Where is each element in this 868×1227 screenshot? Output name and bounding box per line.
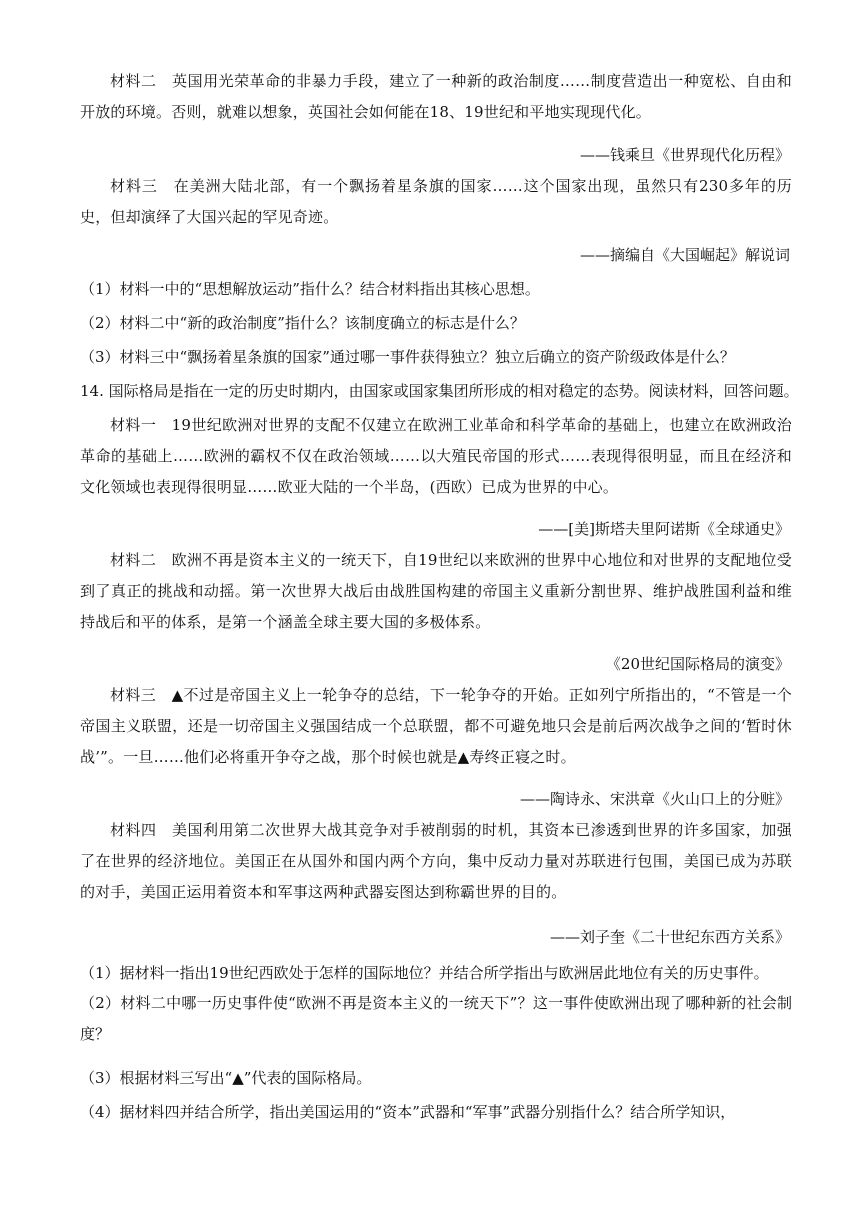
q14-question-3: （3）根据材料三写出“▲”代表的国际格局。 xyxy=(80,1069,372,1087)
q14-material4: 材料四 美国利用第二次世界大战其竞争对手被削弱的时机，其资本已渗透到世界的许多国家，加强了在世界的经济地位。美国正在从国外和国内两个方向，集中反动力量对苏联进行包围，美国已成为苏联的对手，美国正运用着资本和军事这两种武器妄图达到称霸世界的目的。 xyxy=(80,821,792,901)
q13-material3-source: ——摘编自《大国崛起》解说词 xyxy=(579,246,790,264)
q14-material2: 材料二 欧洲不再是资本主义的一统天下，自19世纪以来欧洲的世界中心地位和对世界的支配地位受到了真正的挑战和动摇。第一次世界大战后由战胜国构建的帝国主义重新分割世界、维护战胜国利益和维持战后和平的体系，是第一个涵盖全球主要大国的多极体系。 xyxy=(80,551,792,631)
q14-stem: 14. 国际格局是指在一定的历史时期内，由国家或国家集团所形成的相对稳定的态势。阅读材料，回答问题。 xyxy=(80,382,799,400)
q14-material1: 材料一 19世纪欧洲对世界的支配不仅建立在欧洲工业革命和科学革命的基础上，也建立在欧洲政治革命的基础上……欧洲的霸权不仅在政治领域……以大殖民帝国的形式……表现得很明显，而且在经济和文化领域也表现得很明显……欧亚大陆的一个半岛，(西欧）已成为世界的中心。 xyxy=(80,416,792,496)
q13-material2: 材料二 英国用光荣革命的非暴力手段，建立了一种新的政治制度……制度营造出一种宽松、自由和开放的环境。否则，就难以想象，英国社会如何能在18、19世纪和平地实现现代化。 xyxy=(80,72,792,121)
q14-question-4: （4）据材料四并结合所学，指出美国运用的“资本”武器和“军事”武器分别指什么？结合所学知识， xyxy=(80,1103,736,1121)
q14-material3: 材料三 ▲不过是帝国主义上一轮争夺的总结，下一轮争夺的开始。正如列宁所指出的，“不管是一个帝国主义联盟，还是一切帝国主义强国结成一个总联盟，都不可避免地只会是前后两次战争之间的‘暂时休战’”。一旦……他们必将重开争夺之战，那个时候也就是▲寿终正寝之时。 xyxy=(80,686,792,766)
q14-material2-source: 《20世纪国际格局的演变》 xyxy=(605,655,790,673)
q13-question-1: （1）材料一中的“思想解放运动”指什么？结合材料指出其核心思想。 xyxy=(80,280,540,298)
q14-question-2: （2）材料二中哪一历史事件使“欧洲不再是资本主义的一统天下”？这一事件使欧洲出现了哪种新的社会制度？ xyxy=(80,994,792,1043)
q13-material2-source: ——钱乘旦《世界现代化历程》 xyxy=(579,146,790,164)
q13-question-3: （3）材料三中“飘扬着星条旗的国家”通过哪一事件获得独立？独立后确立的资产阶级政体是什么？ xyxy=(80,348,735,366)
q14-material4-source: ——刘子奎《二十世纪东西方关系》 xyxy=(549,928,790,946)
q14-question-1: （1）据材料一指出19世纪西欧处于怎样的国际地位？并结合所学指出与欧洲居此地位有关的历史事件。 xyxy=(80,964,769,982)
q13-question-2: （2）材料二中“新的政治制度”指什么？该制度确立的标志是什么？ xyxy=(80,314,525,332)
q13-material3: 材料三 在美洲大陆北部，有一个飘扬着星条旗的国家……这个国家出现，虽然只有230多年的历史，但却演绎了大国兴起的罕见奇迹。 xyxy=(80,177,792,226)
q14-material1-source: ——[美]斯塔夫里阿诺斯《全球通史》 xyxy=(538,520,790,538)
q14-material3-source: ——陶诗永、宋洪章《火山口上的分赃》 xyxy=(519,790,790,808)
